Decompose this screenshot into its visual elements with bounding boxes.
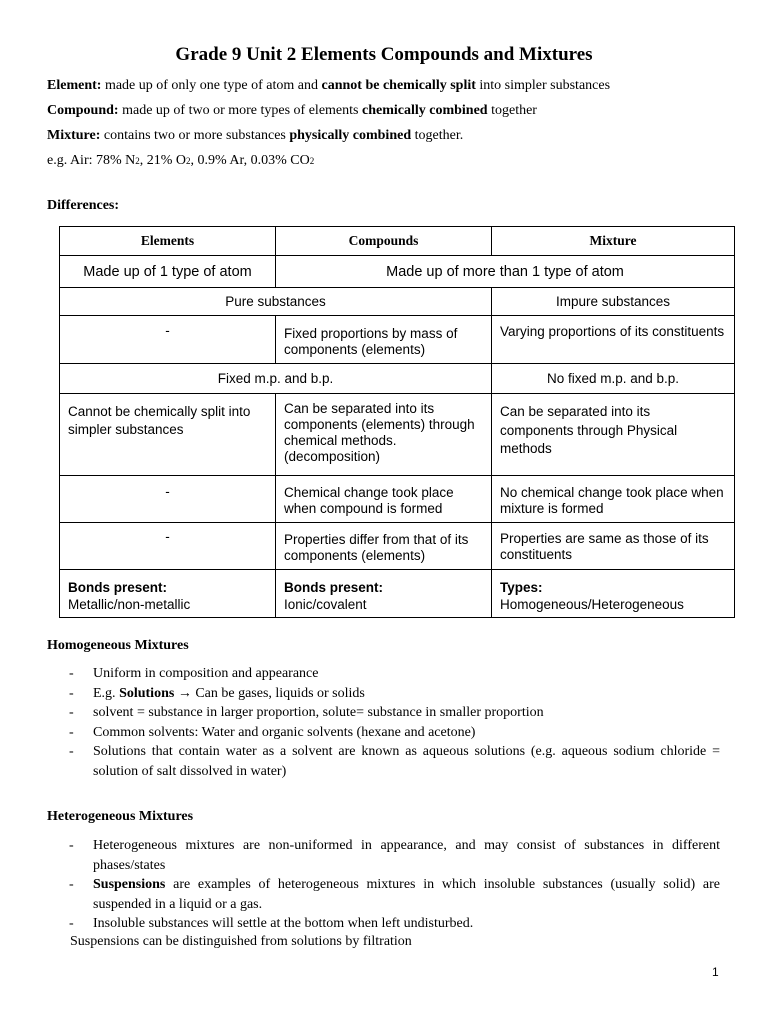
definition-term: Element:	[47, 78, 102, 93]
list-item: - Uniform in composition and appearance	[47, 664, 720, 684]
table-cell: Made up of more than 1 type of atom	[276, 256, 735, 288]
bonds-value: Ionic/covalent	[284, 597, 367, 612]
table-row	[60, 364, 735, 394]
definition-element	[47, 78, 610, 94]
definition-term: Mixture:	[47, 128, 101, 143]
table-row	[60, 256, 735, 288]
table-cell: Pure substances	[60, 288, 492, 316]
table-cell	[60, 570, 276, 618]
definition-emphasis: cannot be chemically split	[321, 78, 476, 93]
column-header-elements: Elements	[60, 227, 276, 256]
example-text: , 0.9% Ar, 0.03% CO	[190, 153, 310, 168]
page-number: 1	[712, 965, 719, 979]
bonds-label: Bonds present:	[68, 580, 168, 595]
definition-text: made up of two or more types of elements	[118, 103, 362, 118]
definition-text: into simpler substances	[475, 78, 611, 93]
definition-text: contains two or more substances	[100, 128, 290, 143]
definition-text: together	[487, 103, 537, 118]
table-row	[60, 316, 735, 364]
list-text: Can be gases, liquids or solids	[195, 685, 365, 701]
definition-text: together.	[411, 128, 464, 143]
table-cell: Can be separated into its components through Physical methods	[492, 394, 735, 476]
differences-table	[59, 226, 735, 618]
arrow-icon: →	[174, 685, 196, 701]
column-header-mixture: Mixture	[492, 227, 735, 256]
example-text: , 21% O	[139, 153, 187, 168]
table-row	[60, 394, 735, 476]
definition-mixture	[47, 128, 463, 144]
table-row	[60, 288, 735, 316]
list-text: E.g.	[93, 685, 120, 701]
list-item	[47, 684, 720, 704]
table-row	[60, 570, 735, 618]
table-cell: -	[60, 316, 276, 364]
table-cell: Varying proportions of its constituents	[492, 316, 735, 364]
table-cell: Properties are same as those of its constituents	[492, 523, 735, 570]
table-cell: -	[60, 523, 276, 570]
table-cell: -	[60, 476, 276, 523]
definition-emphasis: physically combined	[289, 128, 412, 143]
list-item	[47, 875, 720, 914]
list-emphasis: Solutions	[119, 685, 175, 701]
list-item: - Insoluble substances will settle at the bottom when left undisturbed.	[47, 914, 720, 934]
subscript: 2	[135, 156, 140, 166]
table-cell: Chemical change took place when compound is formed	[276, 476, 492, 523]
list-item: - Heterogeneous mixtures are non-uniformed in appearance, and may consist of substances in different phases/states	[47, 836, 720, 875]
table-cell: Fixed proportions by mass of components (elements)	[276, 316, 492, 364]
column-header-compounds: Compounds	[276, 227, 492, 256]
bonds-value: Metallic/non-metallic	[68, 597, 191, 612]
example-text: e.g. Air: 78% N	[47, 153, 136, 168]
table-cell: No chemical change took place when mixture is formed	[492, 476, 735, 523]
table-cell	[276, 570, 492, 618]
types-label: Types:	[500, 580, 543, 595]
definition-compound	[47, 103, 537, 119]
definition-term: Compound:	[47, 103, 119, 118]
list-text: are examples of heterogeneous mixtures in which insoluble substances (usually solid) are suspended in a liquid or a gas.	[93, 877, 720, 912]
list-emphasis: Suspensions	[93, 877, 166, 892]
homogeneous-list	[47, 664, 720, 781]
table-cell: Impure substances	[492, 288, 735, 316]
table-cell: Fixed m.p. and b.p.	[60, 364, 492, 394]
table-cell: No fixed m.p. and b.p.	[492, 364, 735, 394]
table-cell: Properties differ from that of its components (elements)	[276, 523, 492, 570]
suspension-note: Suspensions can be distinguished from solutions by filtration	[70, 934, 412, 949]
table-cell	[492, 570, 735, 618]
table-cell: Can be separated into its components (elements) through chemical methods. (decomposition)	[276, 394, 492, 476]
heterogeneous-list	[47, 836, 720, 934]
subscript: 2	[186, 156, 191, 166]
list-item: - Common solvents: Water and organic solvents (hexane and acetone)	[47, 723, 720, 743]
types-value: Homogeneous/Heterogeneous	[500, 597, 684, 612]
homogeneous-heading: Homogeneous Mixtures	[47, 638, 189, 653]
heterogeneous-heading: Heterogeneous Mixtures	[47, 809, 194, 824]
table-header-row	[60, 227, 735, 256]
table-row	[60, 476, 735, 523]
definition-emphasis: chemically combined	[361, 103, 488, 118]
list-item: - solvent = substance in larger proportion, solute= substance in smaller proportion	[47, 703, 720, 723]
definition-text: made up of only one type of atom and	[101, 78, 322, 93]
bonds-label: Bonds present:	[284, 580, 384, 595]
table-row	[60, 523, 735, 570]
page-title: Grade 9 Unit 2 Elements Compounds and Mixtures	[175, 44, 593, 65]
air-example	[47, 153, 314, 169]
list-item: - Solutions that contain water as a solvent are known as aqueous solutions (e.g. aqueous sodium chloride = solution of salt dissolved in water)	[47, 742, 720, 781]
subscript: 2	[309, 156, 315, 166]
differences-heading: Differences:	[47, 198, 120, 213]
table-cell: Cannot be chemically split into simpler substances	[60, 394, 276, 476]
table-cell: Made up of 1 type of atom	[60, 256, 276, 288]
